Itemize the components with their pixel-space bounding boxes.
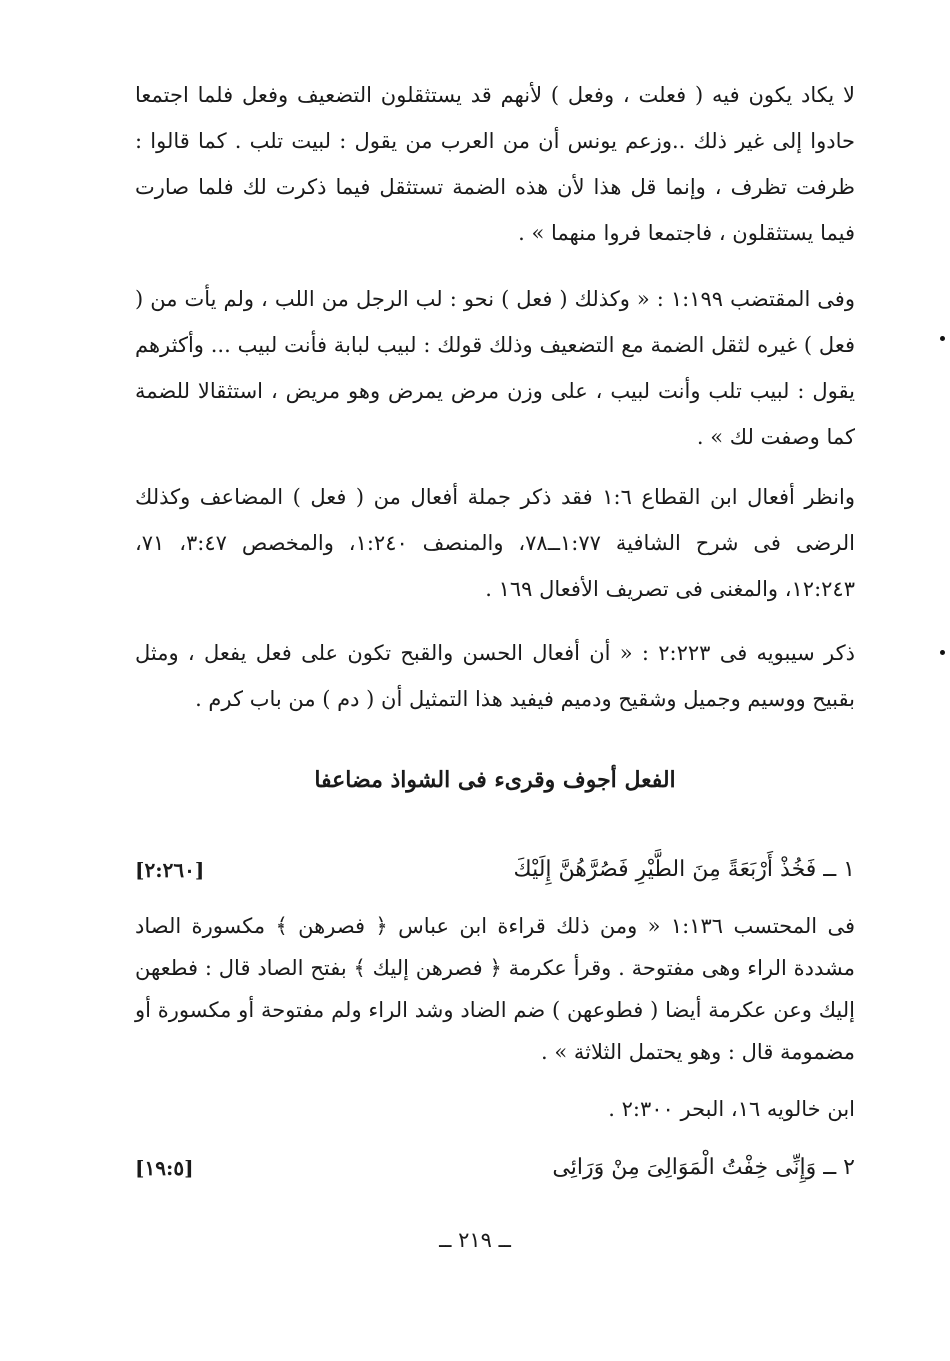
paragraph-sibawayh-note: ذكر سيبويه فى ٢:٢٢٣ : « أن أفعال الحسن والقبح تكون على فعل يفعل ، ومثل بقبيح ووسيم وجميل وشقيح ودميم فيفيد هذا التمثيل أن ( دم ) من باب كرم . (135, 641, 855, 711)
verse-commentary: فى المحتسب ١:١٣٦ « ومن ذلك قراءة ابن عباس ﴿ فصرهن ﴾ مكسورة الصاد مشددة الراء وهى مفتوحة . وقرأ عكرمة ﴿ فصرهن إليك ﴾ بفتح الصاد قال : فطعهن إليك وعن عكرمة أيضا ( فطوعهن ) ضم الضاد وشد الراء ولم مفتوحة أو مكسورة أو مضمومة قال : وهو يحتمل الثلاثة » . (135, 914, 855, 1064)
section-heading: الفعل أجوف وقرىء فى الشواذ مضاعفا (314, 767, 676, 793)
verse-text: ١ ــ فَخُذْ أَرْبَعَةً مِنَ الطَّيْرِ فَصُرَّهُنَّ إِلَيْكَ (513, 857, 855, 882)
verse-reference: [١٩:٥] (135, 1156, 194, 1180)
verse-reference: [٢:٢٦٠] (135, 858, 205, 882)
margin-dot (940, 336, 945, 341)
verse-text: ٢ ــ وَإِنِّى خِفْتُ الْمَوَالِىَ مِنْ وَرَائِى (552, 1155, 855, 1180)
verse-source: ابن خالويه ١٦، البحر ٢:٣٠٠ . (608, 1097, 855, 1121)
margin-dot (940, 650, 945, 655)
paragraph-sibawayh-quote: لا يكاد يكون فيه ( فعلت ، وفعل ) لأنهم قد يستثقلون التضعيف وفعل فلما اجتمعا حادوا إلى غير ذلك ..وزعم يونس أن من العرب من يقول : لبيت تلب . كما قالوا : ظرفت تظرف ، وإنما قل هذا لأن هذه الضمة تستثقل فيما ذكرت لك فلما صارت فيما يستثقلون ، فاجتمعا فروا منهما » . (135, 83, 855, 245)
page-number: ــ ٢١٩ ــ (439, 1228, 511, 1252)
paragraph-references: وانظر أفعال ابن القطاع ١:٦ فقد ذكر جملة أفعال من ( فعل ) المضاعف وكذلك الرضى فى شرح الشافية ١:٧٧ــ٧٨، والمنصف ١:٢٤٠، والمخصص ٣:٤٧، ٧١، ١٢:٢٤٣، والمغنى فى تصريف الأفعال ١٦٩ . (135, 485, 856, 601)
paragraph-muqtadab-quote: وفى المقتضب ١:١٩٩ : « وكذلك ( فعل ) نحو : لب الرجل من اللب ، ولم يأت من ( فعل ) غيره لثقل الضمة مع التضعيف وذلك قولك : لبيب لبابة فأنت لبيب ... وأكثرهم يقول : لبيب تلب وأنت لبيب ، على وزن مرض يمرض وهو مريض ، استثقالا للضمة كما وصفت لك » . (135, 287, 855, 449)
